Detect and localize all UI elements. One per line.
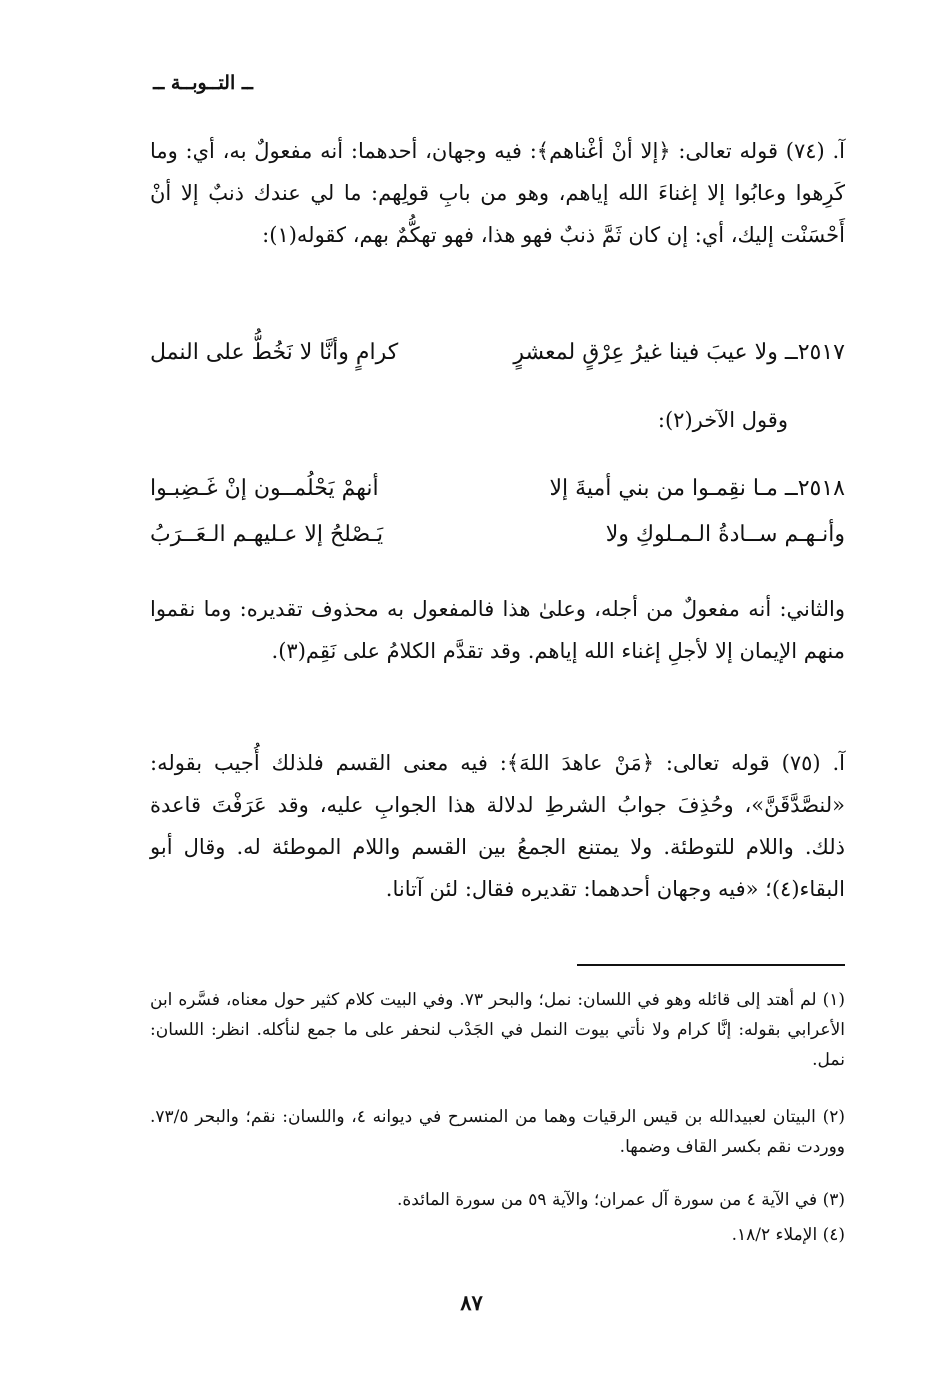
running-header: ــ التــوبــة ــ <box>153 72 253 94</box>
paragraph-second-view: والثاني: أنه مفعولٌ من أجله، وعلىٰ هذا فالمفعول به محذوف تقديره: وما نقموا منهم الإيمان إلا لأجلِ إغناء الله إياهم. وقد تقدَّم الكلامُ على نَقِم(٣). <box>150 597 845 663</box>
verse-hemistich-left: يَـصْلحُ إلا عـليهـم الـعَــرَبُ <box>150 522 384 547</box>
verse-hemistich-left: كرامٍ وأنَّا لا نَخُطُّ على النمل <box>150 340 399 365</box>
paragraph-verse-74: آ. (٧٤) قوله تعالى: ﴿إلا أنْ أغْناهم﴾: فيه وجهان، أحدهما: أنه مفعولٌ به، أي: وما كَرِهوا وعابُوا إلا إغناءَ الله إياهم، وهو من بابِ قولِهم: ما لي عندك ذنبٌ إلا أنْ أَحْسَنْت إليك، أي: إن كان ثَمَّ ذنبٌ فهو هذا، فهو تهكُّمٌ بهم، كقوله(١): <box>150 139 845 247</box>
poem-verse-2517 <box>150 340 845 380</box>
poem-verse-2518-line2 <box>150 522 845 562</box>
verse-intro: وقول الآخر(٢): <box>657 408 788 432</box>
poem-verse-2518-line1 <box>150 476 845 516</box>
footnote-separator <box>577 964 845 966</box>
verse-hemistich-right: وأنـهـم ســادةُ الـمـلوكِ ولا <box>605 522 845 547</box>
footnote-3: (٣) في الآية ٤ من سورة آل عمران؛ والآية ٥٩ من سورة المائدة. <box>397 1190 845 1210</box>
page-number: ٨٧ <box>460 1290 483 1315</box>
verse-hemistich-right: ٢٥١٨ــ مـا نقِمـوا من بني أميةَ إلا <box>549 476 845 501</box>
verse-hemistich-left: أنهمْ يَحْلُمــون إنْ غَـضِبـوا <box>150 476 379 501</box>
footnote-4: (٤) الإملاء ١٨/٢. <box>731 1225 845 1245</box>
footnote-2: (٢) البيتان لعبيدالله بن قيس الرقيات وهما من المنسرح في ديوانه ٤، واللسان: نقم؛ والبحر ٧٣/٥. ووردت نقم بكسر القاف وضمها. <box>150 1107 846 1157</box>
footnote-1: (١) لم أهتد إلى قائله وهو في اللسان: نمل؛ والبحر ٧٣. وفي البيت كلام كثير حول معناه، فسَّره ابن الأعرابي بقوله: إنَّا كرام ولا نأتي بيوت النمل في الجَدْب لنحفر على ما جمع لنأكله. انظر: اللسان: نمل. <box>150 990 846 1070</box>
paragraph-verse-75: آ. (٧٥) قوله تعالى: ﴿مَنْ عاهدَ اللهَ﴾: فيه معنى القسم فلذلك أُجيب بقوله: «لنصَّدَّقَنَّ»، وحُذِفَ جوابُ الشرطِ لدلالة هذا الجوابِ عليه، وقد عَرَفْتَ قاعدة ذلك. واللام للتوطئة. ولا يمتنع الجمعُ بين القسم واللام الموطئة له. وقال أبو البقاء(٤)؛ «فيه وجهان أحدهما: تقديره فقال: لئن آتانا. <box>150 751 845 901</box>
verse-hemistich-right: ٢٥١٧ــ ولا عيبَ فينا غيرُ عِرْقٍ لمعشرٍ <box>513 340 845 365</box>
